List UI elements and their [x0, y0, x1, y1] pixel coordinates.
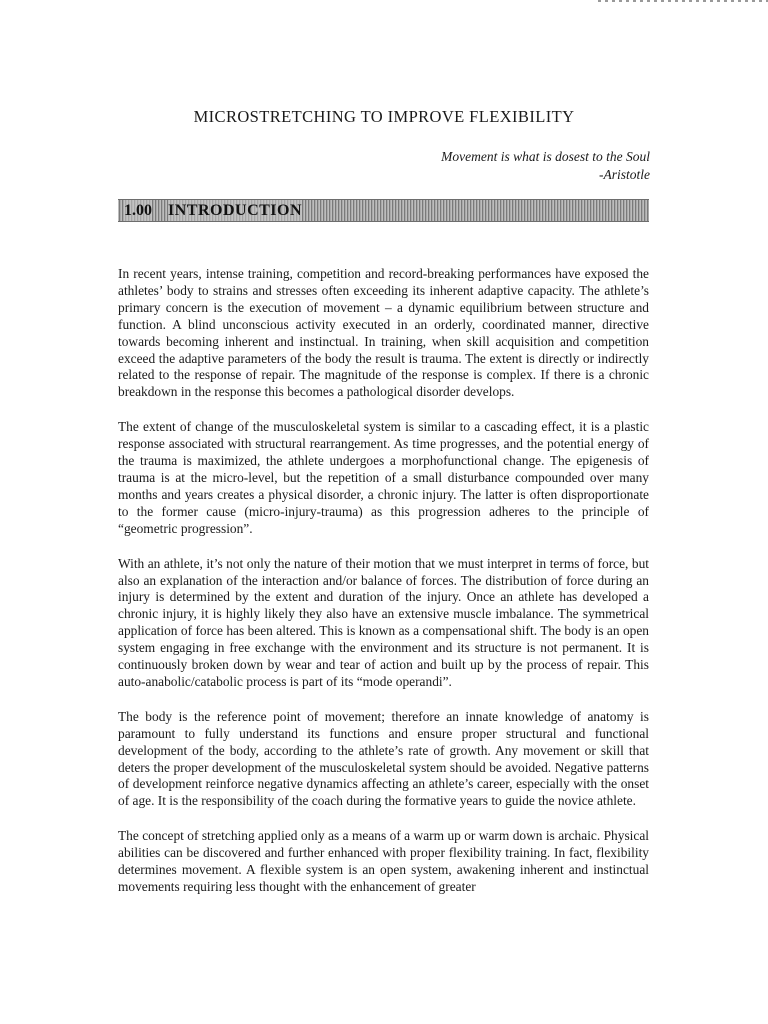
paragraph: In recent years, intense training, competition and record-breaking performances have exposed the athletes’ body to strains and stresses often exceeding its inherent adaptive capacity. The athlete’s primary concern is the execution of movement – a dynamic equilibrium between structure and function. A blind unconscious activity executed in an orderly, coordinated manner, directive towards becoming inherent and instinctual. In training, when skill acquisition and competition exceed the adaptive parameters of the body the result is trauma. The extent is directly or indirectly related to the response of repair. The magnitude of the response is complex. If there is a chronic breakdown in the response this becomes a pathological disorder develops. [118, 266, 649, 400]
paragraph: The extent of change of the musculoskeletal system is similar to a cascading effect, it is a plastic response associated with structural rearrangement. As time progresses, and the potential energy of the trauma is maximized, the athlete undergoes a morphofunctional change. The epigenesis of trauma is at the micro-level, but the repetition of a small disturbance compounded over many months and years creates a physical disorder, a chronic injury. The latter is often disproportionate to the former cause (micro-injury-trauma) as this progression adheres to the principle of “geometric progression”. [118, 419, 649, 536]
paragraph: With an athlete, it’s not only the nature of their motion that we must interpret in terms of force, but also an explanation of the interaction and/or balance of forces. The distribution of force during an injury is determined by the extent and duration of the injury. Once an athlete has developed a chronic injury, it is highly likely they also have an extensive muscle imbalance. The symmetrical application of force has been altered. This is known as a compensational shift. The body is an open system engaging in free exchange with the environment and its structure is not permanent. It is continuously broken down by wear and tear of action and built up by the process of repair. This auto-anabolic/catabolic process is part of its “mode operandi”. [118, 555, 649, 689]
section-heading-bar [118, 199, 649, 222]
paragraph: The concept of stretching applied only as a means of a warm up or warm down is archaic. Physical abilities can be discovered and further enhanced with proper flexibility training. In fact, flexibility determines movement. A flexible system is an open system, awakening inherent and instinctual movements requiring less thought with the enhancement of greater [118, 828, 649, 894]
body-text [118, 266, 649, 914]
paragraph: The body is the reference point of movement; therefore an innate knowledge of anatomy is paramount to fully understand its functions and ensure proper structural and functional development of the body, according to the athlete’s rate of growth. Any movement or skill that deters the proper development of the musculoskeletal system should be avoided. Negative patterns of development reinforce negative dynamics affecting an athlete’s career, especially with the onset of age. It is the responsibility of the coach during the formative years to guide the novice athlete. [118, 708, 649, 809]
page-title: MICROSTRETCHING TO IMPROVE FLEXIBILITY [193, 107, 575, 126]
scan-artifact [598, 0, 768, 2]
epigraph-quote: Movement is what is dosest to the Soul [441, 149, 650, 164]
epigraph-author: -Aristotle [599, 167, 650, 182]
section-title: INTRODUCTION [168, 202, 303, 219]
section-number: 1.00 [124, 202, 152, 219]
epigraph [441, 148, 650, 184]
